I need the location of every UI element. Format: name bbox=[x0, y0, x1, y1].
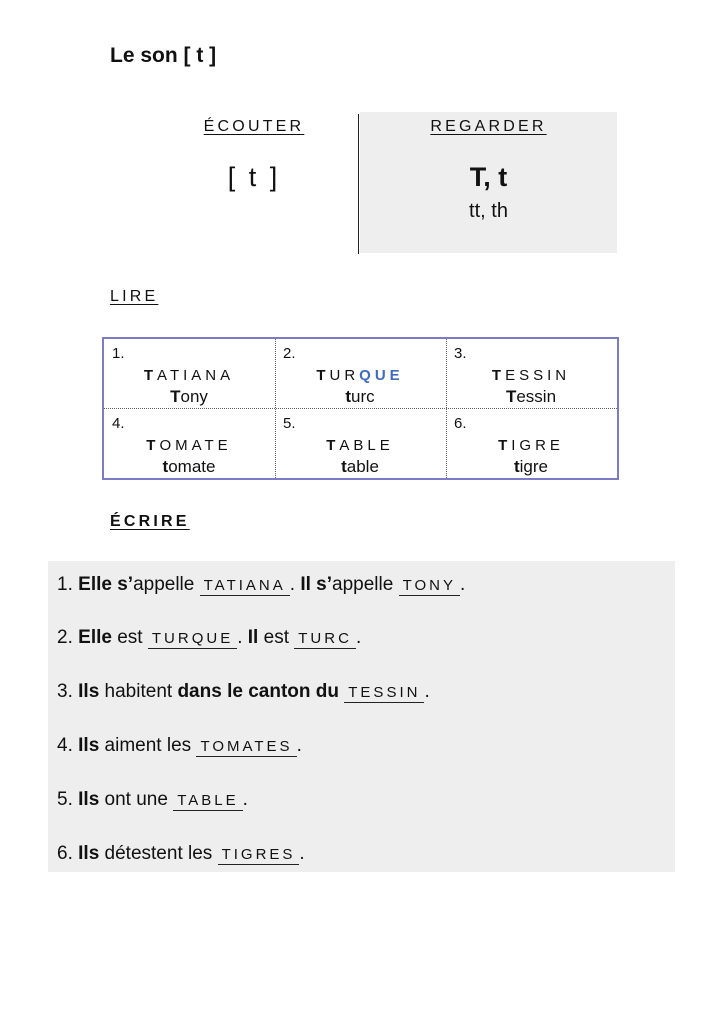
sentence-3: 3. Ils habitent dans le canton du TESSIN . bbox=[57, 681, 430, 702]
sentence-5: 5. Ils ont une TABLE . bbox=[57, 789, 248, 810]
word-lower: tigre bbox=[513, 457, 549, 476]
answer-blank: TURC bbox=[294, 630, 356, 649]
read-cell bbox=[275, 339, 445, 408]
answer-blank: TOMATES bbox=[196, 738, 296, 757]
panel-divider bbox=[358, 114, 359, 254]
read-cell bbox=[104, 409, 274, 478]
page-title: Le son [ t ] bbox=[110, 44, 217, 67]
sentence-1: 1. Elle s’appelle TATIANA . Il s’appelle TONY . bbox=[57, 574, 466, 595]
word-lower: tomate bbox=[162, 457, 216, 476]
answer-blank: TONY bbox=[399, 577, 460, 596]
read-cell bbox=[275, 409, 445, 478]
listen-panel bbox=[150, 112, 358, 252]
word-upper: TIGRE bbox=[498, 437, 564, 454]
cell-number: 5. bbox=[283, 415, 296, 432]
word-upper: TABLE bbox=[326, 437, 394, 454]
read-heading: LIRE bbox=[110, 288, 159, 305]
word-upper: TURQUE bbox=[316, 367, 404, 384]
answer-blank: TURQUE bbox=[148, 630, 237, 649]
cell-number: 1. bbox=[112, 345, 125, 362]
sentence-2: 2. Elle est TURQUE . Il est TURC . bbox=[57, 627, 362, 648]
answer-blank: TABLE bbox=[173, 792, 242, 811]
cell-number: 6. bbox=[454, 415, 467, 432]
writing-exercise bbox=[48, 561, 675, 872]
spellings: tt, th bbox=[469, 200, 508, 222]
answer-blank: TATIANA bbox=[200, 577, 290, 596]
cell-number: 3. bbox=[454, 345, 467, 362]
read-cell bbox=[104, 339, 274, 408]
word-lower: table bbox=[341, 457, 379, 476]
word-upper: TATIANA bbox=[143, 367, 235, 384]
cell-number: 2. bbox=[283, 345, 296, 362]
answer-blank: TESSIN bbox=[344, 684, 424, 703]
cell-number: 4. bbox=[112, 415, 125, 432]
word-upper: TESSIN bbox=[491, 367, 571, 384]
letters: T, t bbox=[469, 162, 508, 192]
look-panel bbox=[360, 112, 617, 253]
write-heading: ÉCRIRE bbox=[110, 513, 190, 530]
read-cell bbox=[446, 339, 616, 408]
phonetic-symbol: [ t ] bbox=[227, 162, 281, 192]
word-upper: TOMATE bbox=[146, 437, 232, 454]
sentence-6: 6. Ils détestent les TIGRES . bbox=[57, 843, 305, 864]
listen-heading: ÉCOUTER bbox=[203, 118, 305, 135]
word-lower: turc bbox=[345, 387, 375, 406]
word-lower: Tony bbox=[170, 387, 208, 406]
read-cell bbox=[446, 409, 616, 478]
word-lower: Tessin bbox=[505, 387, 557, 406]
reading-grid bbox=[102, 337, 619, 480]
answer-blank: TIGRES bbox=[218, 846, 300, 865]
sentence-4: 4. Ils aiment les TOMATES . bbox=[57, 735, 302, 756]
look-heading: REGARDER bbox=[430, 118, 547, 135]
